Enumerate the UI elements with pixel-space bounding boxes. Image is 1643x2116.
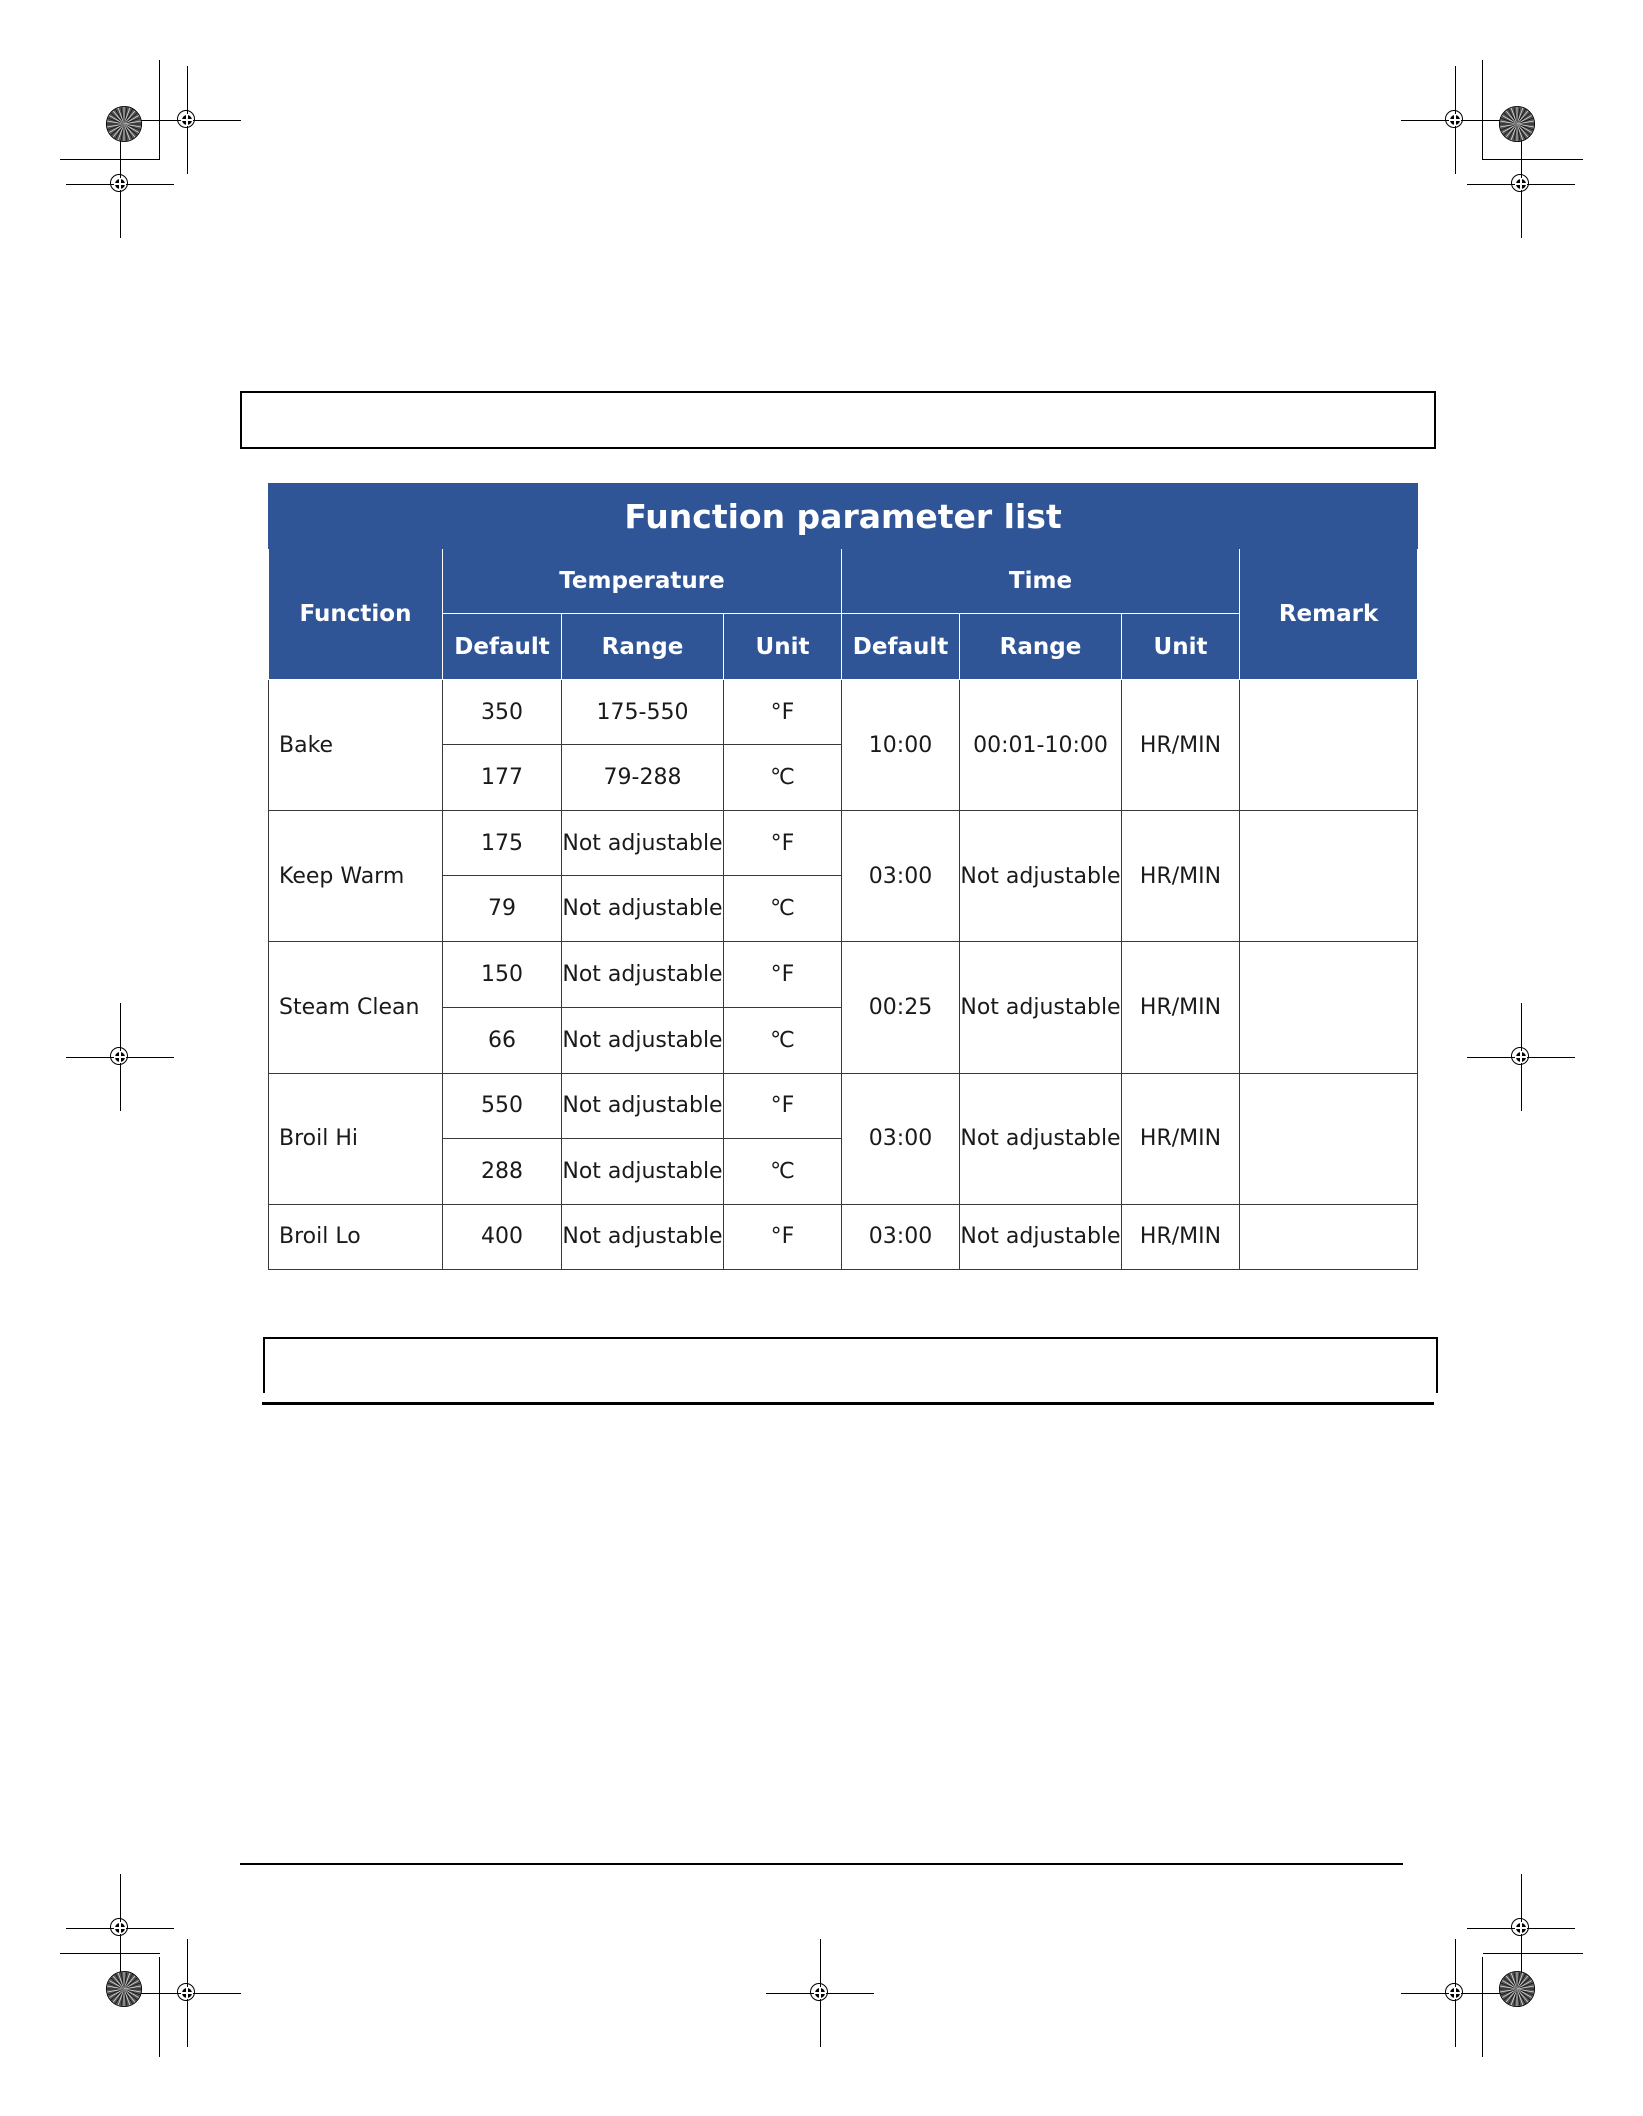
header-time-default: Default [842, 614, 960, 680]
temp-unit: °F [724, 1073, 842, 1138]
time-unit: HR/MIN [1122, 942, 1240, 1073]
temp-unit: ℃ [724, 876, 842, 942]
temp-default: 150 [443, 942, 562, 1007]
table-row [269, 1073, 1418, 1138]
table-row [269, 942, 1418, 1007]
color-target-mark [1498, 1970, 1536, 2008]
temp-unit: °F [724, 680, 842, 745]
temp-range: Not adjustable [562, 1204, 724, 1269]
remark [1240, 811, 1418, 942]
time-range: Not adjustable [960, 811, 1122, 942]
remark [1240, 1204, 1418, 1269]
remark [1240, 942, 1418, 1073]
temp-range: Not adjustable [562, 1073, 724, 1138]
time-range: 00:01-10:00 [960, 680, 1122, 811]
crop-line [1482, 1957, 1483, 2057]
table-row [269, 811, 1418, 876]
temp-unit: ℃ [724, 1007, 842, 1073]
temp-range: Not adjustable [562, 1138, 724, 1204]
crop-line [1483, 159, 1583, 160]
temp-default: 550 [443, 1073, 562, 1138]
temp-range: 79-288 [562, 745, 724, 811]
bottom-note-underline [262, 1402, 1434, 1405]
header-temp-default: Default [443, 614, 562, 680]
header-remark: Remark [1240, 549, 1418, 680]
crop-line [159, 1957, 160, 2057]
crop-line [60, 1953, 160, 1954]
time-default: 03:00 [842, 811, 960, 942]
remark [1240, 680, 1418, 811]
function-name: Bake [269, 680, 443, 811]
temp-default: 66 [443, 1007, 562, 1073]
table-row [269, 1204, 1418, 1269]
crop-line [1483, 1953, 1583, 1954]
temp-range: Not adjustable [562, 876, 724, 942]
temp-unit: °F [724, 942, 842, 1007]
table-row [269, 680, 1418, 745]
temp-range: Not adjustable [562, 811, 724, 876]
crop-line [1482, 60, 1483, 160]
temp-unit: ℃ [724, 745, 842, 811]
function-name: Keep Warm [269, 811, 443, 942]
temp-default: 177 [443, 745, 562, 811]
time-default: 00:25 [842, 942, 960, 1073]
table-title: Function parameter list [269, 484, 1418, 549]
remark [1240, 1073, 1418, 1204]
header-time-unit: Unit [1122, 614, 1240, 680]
temp-range: 175-550 [562, 680, 724, 745]
temp-unit: ℃ [724, 1138, 842, 1204]
time-range: Not adjustable [960, 942, 1122, 1073]
temp-default: 350 [443, 680, 562, 745]
time-unit: HR/MIN [1122, 1204, 1240, 1269]
time-default: 03:00 [842, 1073, 960, 1204]
temp-default: 400 [443, 1204, 562, 1269]
temp-default: 175 [443, 811, 562, 876]
color-target-mark [105, 105, 143, 143]
color-target-mark [105, 1970, 143, 2008]
crop-line [159, 60, 160, 160]
time-unit: HR/MIN [1122, 811, 1240, 942]
temp-unit: °F [724, 811, 842, 876]
color-target-mark [1498, 105, 1536, 143]
header-function: Function [269, 549, 443, 680]
time-range: Not adjustable [960, 1204, 1122, 1269]
header-temperature: Temperature [443, 549, 842, 614]
time-default: 03:00 [842, 1204, 960, 1269]
temp-unit: °F [724, 1204, 842, 1269]
function-name: Broil Lo [269, 1204, 443, 1269]
time-default: 10:00 [842, 680, 960, 811]
function-parameter-table [268, 483, 1418, 1270]
time-unit: HR/MIN [1122, 1073, 1240, 1204]
temp-range: Not adjustable [562, 942, 724, 1007]
function-name: Broil Hi [269, 1073, 443, 1204]
function-name: Steam Clean [269, 942, 443, 1073]
header-time-range: Range [960, 614, 1122, 680]
footer-rule [240, 1863, 1403, 1865]
header-time: Time [842, 549, 1240, 614]
time-range: Not adjustable [960, 1073, 1122, 1204]
temp-default: 288 [443, 1138, 562, 1204]
time-unit: HR/MIN [1122, 680, 1240, 811]
crop-line [60, 159, 160, 160]
top-header-box [240, 391, 1436, 449]
temp-default: 79 [443, 876, 562, 942]
header-temp-unit: Unit [724, 614, 842, 680]
bottom-note-box [263, 1337, 1438, 1393]
temp-range: Not adjustable [562, 1007, 724, 1073]
header-temp-range: Range [562, 614, 724, 680]
